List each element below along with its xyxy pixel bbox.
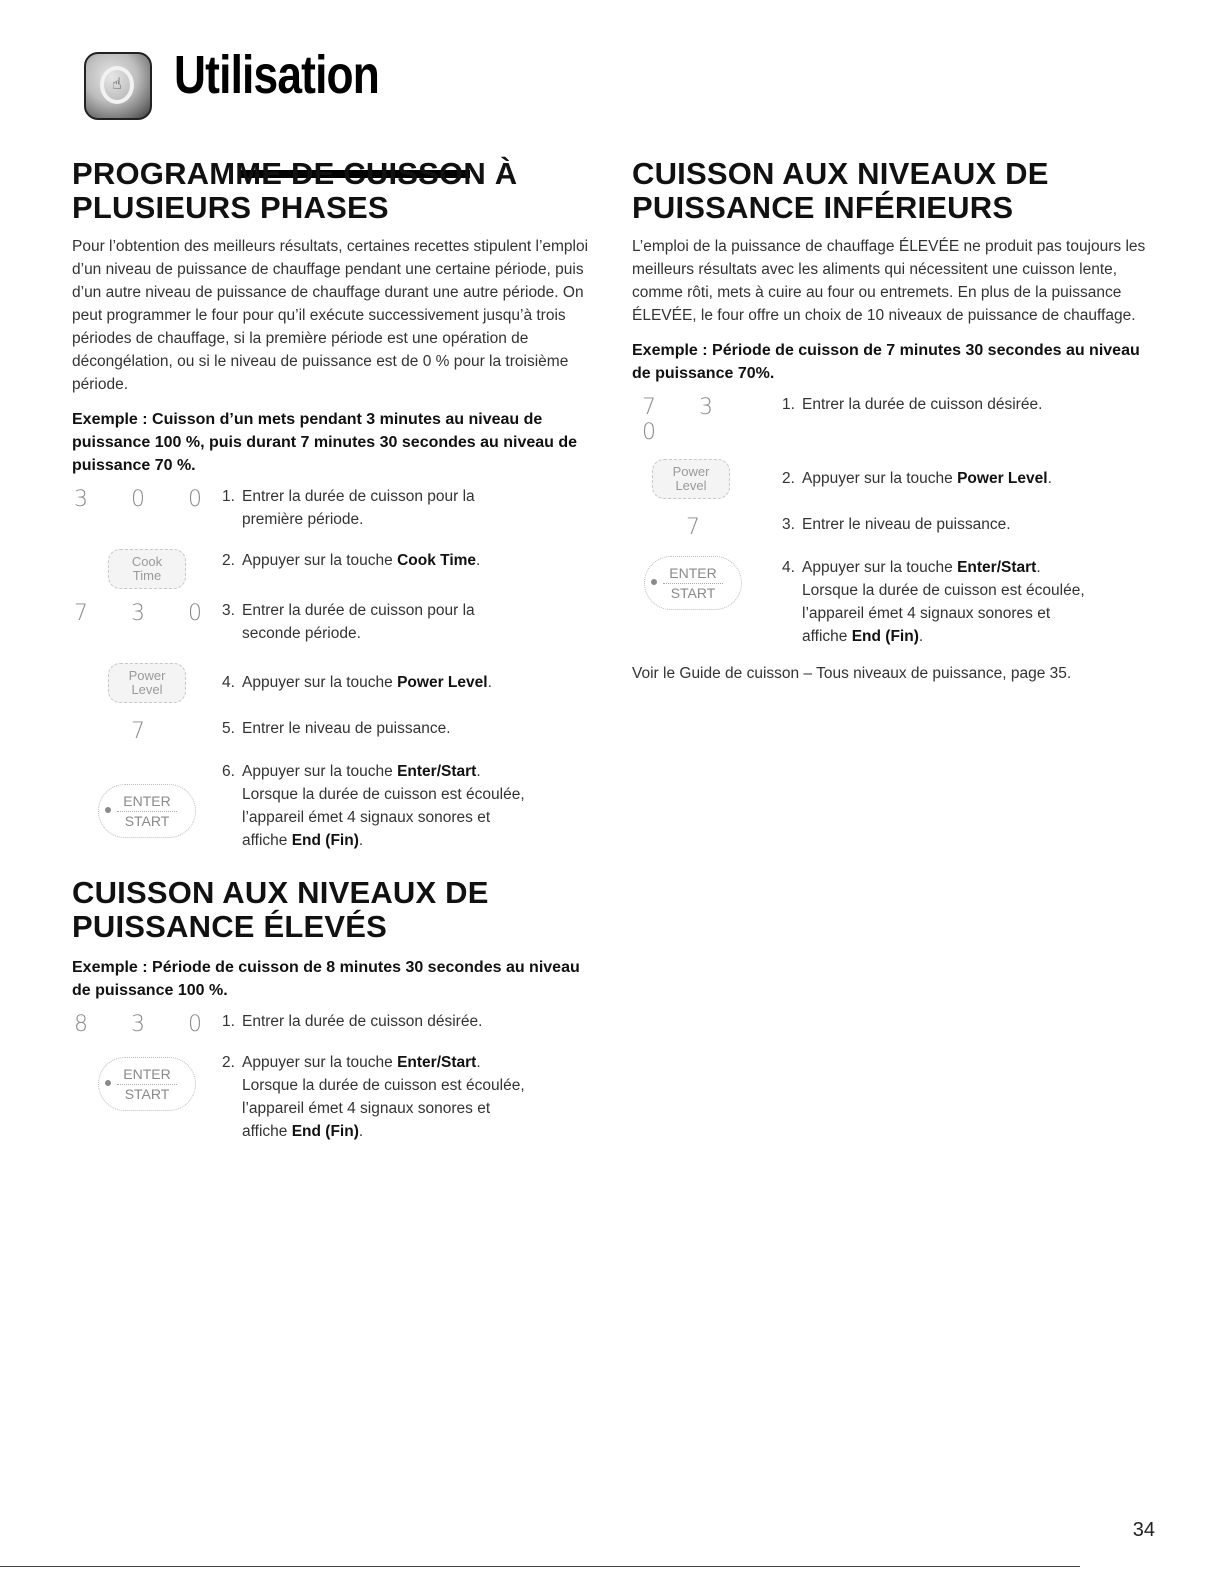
section-multiphase-heading: [72, 157, 592, 225]
utilisation-icon: [84, 52, 152, 120]
page-header: [64, 42, 484, 142]
keypad-digits: 7: [686, 515, 718, 540]
cooking-guide-note: Voir le Guide de cuisson – Tous niveaux de puissance, page 35.: [632, 665, 1072, 682]
step-item: [72, 1051, 592, 1143]
keypad-digits: 7 3 0: [74, 601, 220, 626]
step-item: [72, 760, 592, 852]
step-item: [72, 549, 592, 589]
key-label: Cook: [131, 554, 163, 569]
step-text: Entrer la durée de cuisson désirée.: [802, 396, 1043, 413]
step-text: l’appareil émet 4 signaux sonores et: [242, 1100, 491, 1117]
step-text: Entrer la durée de cuisson désirée.: [242, 1013, 483, 1030]
step-text: Appuyer sur la touche: [242, 1054, 398, 1071]
heading-line: CUISSON AUX NIVEAUX DE: [632, 156, 1049, 191]
punct: .: [1047, 470, 1052, 487]
step-text: affiche End (Fin).: [242, 1123, 364, 1140]
step-item: [72, 599, 592, 645]
step-text: seconde période.: [242, 625, 361, 642]
key-name: Cook Time: [397, 552, 477, 569]
step-number: 4.: [222, 674, 235, 691]
step-text: Appuyer sur la touche: [242, 763, 398, 780]
step-number: 1.: [222, 488, 235, 505]
section-low-power-paragraph: L’emploi de la puissance de chauffage ÉLEVÉE ne produit pas toujours les meilleurs résultats avec les aliments qui nécessitent une cuisson lente, comme rôti, mets à cuire au four ou entremets. En plus de la puissance ÉLEVÉE, le four offre un choix de 10 niveaux de puissance de chauffage.: [632, 238, 1146, 324]
key-label: ENTER: [669, 564, 717, 581]
key-label: Level: [131, 682, 163, 697]
step-item: [72, 663, 592, 703]
section-multiphase-paragraph: Pour l’obtention des meilleurs résultats, certaines recettes stipulent l’emploi d’un niveau de puissance de chauffage pendant une certaine période, puis d’un autre niveau de puissance de chauffage durant une autre période. On peut programmer le four pour qu’il exécute successivement jusqu’à trois périodes de chauffage, si la première période est une opération de décongélation, ou si le niveau de puissance est de 0 % pour la troisième période.: [72, 238, 589, 393]
step-number: 4.: [782, 559, 795, 576]
key-label: START: [124, 1085, 170, 1102]
section-high-power-heading: [72, 876, 592, 944]
step-number: 6.: [222, 763, 235, 780]
section-high-power-example: Exemple : Période de cuisson de 8 minutes 30 secondes au niveau de puissance 100 %.: [72, 959, 580, 999]
section-high-power-steps: [72, 1010, 592, 1143]
keypad-digits: 7 3 0: [642, 395, 731, 445]
key-label: Power: [128, 668, 166, 683]
key-label: Time: [132, 568, 162, 583]
keypad-digits: 8 3 0: [74, 1012, 220, 1037]
step-number: 2.: [222, 552, 235, 569]
punct: .: [476, 552, 481, 569]
step-text: Appuyer sur la touche: [802, 470, 958, 487]
page-title: Utilisation: [174, 45, 380, 105]
key-name: Power Level: [397, 674, 488, 691]
section-multiphase-example: Exemple : Cuisson d’un mets pendant 3 minutes au niveau de puissance 100 %, puis durant 7 minutes 30 secondes au niveau de puissance 70 %.: [72, 411, 578, 474]
step-text: Entrer le niveau de puissance.: [242, 720, 451, 737]
enter-start-key-icon: [98, 784, 196, 838]
step-item: [632, 393, 1147, 445]
key-label: ENTER: [123, 1065, 171, 1082]
enter-start-key-icon: [98, 1057, 196, 1111]
punct: .: [476, 1054, 481, 1071]
key-label: ENTER: [123, 792, 171, 809]
keypad-digits: 7: [131, 719, 163, 744]
left-column: [72, 157, 592, 1153]
step-text: l’appareil émet 4 signaux sonores et: [802, 605, 1051, 622]
power-level-key-icon: [652, 459, 730, 499]
heading-line: PROGRAMME DE CUISSON À: [72, 156, 518, 191]
hand-glyph-icon: ☝: [112, 74, 122, 93]
step-number: 3.: [222, 602, 235, 619]
step-item: [72, 1010, 592, 1037]
step-text: affiche End (Fin).: [242, 832, 364, 849]
page-number: 34: [1132, 1519, 1155, 1541]
step-number: 1.: [222, 1013, 235, 1030]
cook-time-key-icon: [108, 549, 186, 589]
enter-start-key-icon: [644, 556, 742, 610]
section-low-power-steps: [632, 393, 1147, 648]
step-item: [632, 513, 1147, 540]
punct: .: [487, 674, 492, 691]
step-item: [632, 556, 1147, 648]
key-label: START: [670, 584, 716, 601]
punct: .: [476, 763, 481, 780]
step-number: 2.: [222, 1054, 235, 1071]
section-low-power-heading: [632, 157, 1147, 225]
key-name: Enter/Start: [957, 559, 1037, 576]
key-label: Power: [672, 464, 710, 479]
key-name: Power Level: [957, 470, 1048, 487]
heading-line: PUISSANCE INFÉRIEURS: [632, 190, 1014, 225]
step-text: l’appareil émet 4 signaux sonores et: [242, 809, 491, 826]
step-text: Appuyer sur la touche: [242, 674, 398, 691]
keypad-digits: 3 0 0: [74, 487, 220, 512]
step-text: Appuyer sur la touche: [802, 559, 958, 576]
step-text: Entrer le niveau de puissance.: [802, 516, 1011, 533]
step-item: [632, 459, 1147, 499]
step-text: Entrer la durée de cuisson pour la: [242, 488, 475, 505]
key-label: Level: [675, 478, 707, 493]
step-text: Appuyer sur la touche: [242, 552, 398, 569]
power-level-key-icon: [108, 663, 186, 703]
step-number: 3.: [782, 516, 795, 533]
bottom-rule: [0, 1566, 1080, 1567]
section-low-power-example: Exemple : Période de cuisson de 7 minutes 30 secondes au niveau de puissance 70%.: [632, 342, 1140, 382]
step-item: [72, 485, 592, 531]
step-item: [72, 717, 592, 744]
punct: .: [1036, 559, 1041, 576]
heading-line: CUISSON AUX NIVEAUX DE: [72, 875, 489, 910]
key-name: Enter/Start: [397, 1054, 477, 1071]
step-text: première période.: [242, 511, 364, 528]
step-text: Lorsque la durée de cuisson est écoulée,: [802, 582, 1085, 599]
section-multiphase-steps: [72, 485, 592, 852]
step-text: Lorsque la durée de cuisson est écoulée,: [242, 786, 525, 803]
key-label: START: [124, 812, 170, 829]
step-text: affiche End (Fin).: [802, 628, 924, 645]
step-text: Entrer la durée de cuisson pour la: [242, 602, 475, 619]
step-number: 1.: [782, 396, 795, 413]
key-name: Enter/Start: [397, 763, 477, 780]
heading-line: PLUSIEURS PHASES: [72, 190, 389, 225]
right-column: [632, 157, 1147, 701]
step-text: Lorsque la durée de cuisson est écoulée,: [242, 1077, 525, 1094]
step-number: 2.: [782, 470, 795, 487]
step-number: 5.: [222, 720, 235, 737]
heading-line: PUISSANCE ÉLEVÉS: [72, 909, 388, 944]
